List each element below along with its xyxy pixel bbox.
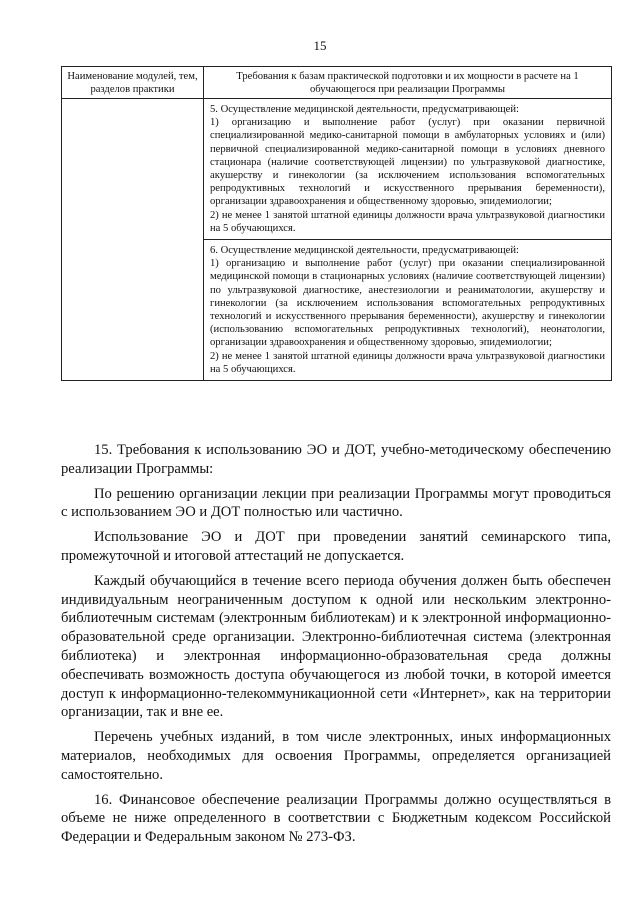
block6-heading: 6. Осуществление медицинской деятельности, предусматривающей: bbox=[210, 245, 519, 257]
paragraph-16-financing: 16. Финансовое обеспечение реализации Программы должно осуществляться в объеме не ниже определенного в соответствии с Бюджетным кодексом Российской Федерации и Федеральным законом № 273-ФЗ. bbox=[61, 791, 611, 846]
block6-item1: 1) организацию и выполнение работ (услуг) при оказании специализированной медицинской помощи в стационарных условиях (наличие соответствующей лицензии) по ультразвуковой диагностике, анестезиологии и реаниматологии, акушерству и гинекологии (за исключением использования вспомогательных репродуктивных технологий и искусственного прерывания беременности), акушерству и гинекологии (использованию вспомогательных репродуктивных технологий), неонатологии, организации здравоохранения и общественному здоровью, эпидемиологии; bbox=[210, 258, 605, 349]
requirements-table bbox=[61, 66, 612, 381]
paragraph-seminars: Использование ЭО и ДОТ при проведении занятий семинарского типа, промежуточной и итоговой аттестаций не допускается. bbox=[61, 529, 611, 564]
requirements-cell bbox=[204, 99, 612, 381]
requirement-block-6 bbox=[204, 239, 611, 380]
header-requirements: Требования к базам практической подготовки и их мощности в расчете на 1 обучающегося при реализации Программы bbox=[204, 67, 612, 99]
block5-item2: 2) не менее 1 занятой штатной единицы должности врача ультразвуковой диагностики на 5 обучающихся. bbox=[210, 209, 605, 234]
paragraph-materials: Перечень учебных изданий, в том числе электронных, иных информационных материалов, необходимых для освоения Программы, определяется организацией самостоятельно. bbox=[61, 729, 611, 783]
paragraph-library-access: Каждый обучающийся в течение всего периода обучения должен быть обеспечен индивидуальным неограниченным доступом к одной или нескольким электронно-библиотечным системам (электронным библиотекам) и к электронной информационно-образовательной среде организации. Электронно-библиотечная система (электронная библиотека) и электронная информационно-образовательная среда должны обеспечивать возможность доступа обучающегося из любой точки, в которой имеется доступ к информационно-телекоммуникационной сети «Интернет», как на территории организации, так и вне ее. bbox=[61, 572, 611, 721]
paragraph-15-title: 15. Требования к использованию ЭО и ДОТ, учебно-методическому обеспечению реализации Программы: bbox=[61, 442, 611, 477]
modules-cell bbox=[62, 99, 204, 381]
block5-heading: 5. Осуществление медицинской деятельности, предусматривающей: bbox=[210, 104, 519, 115]
header-modules: Наименование модулей, тем, разделов практики bbox=[62, 67, 204, 99]
table-header-row bbox=[62, 67, 612, 99]
table-row bbox=[62, 99, 612, 381]
block5-item1: 1) организацию и выполнение работ (услуг) при оказании первичной специализированной медико-санитарной помощи в амбулаторных условиях и (или) первичной специализированной медико-санитарной помощи в условиях дневного стационара (наличие соответствующей лицензии) по ультразвуковой диагностике, акушерству и гинекологии (за исключением использования вспомогательных репродуктивных технологий и искусственного прерывания беременности), организации здравоохранения и общественному здоровью, эпидемиологии; bbox=[210, 117, 605, 208]
requirement-block-5 bbox=[204, 99, 611, 239]
page-number: 15 bbox=[313, 38, 327, 53]
body-text bbox=[61, 441, 611, 853]
paragraph-lectures: По решению организации лекции при реализации Программы могут проводиться с использованием ЭО и ДОТ полностью или частично. bbox=[61, 485, 611, 521]
block6-item2: 2) не менее 1 занятой штатной единицы должности врача ультразвуковой диагностики на 5 обучающихся. bbox=[210, 350, 605, 375]
